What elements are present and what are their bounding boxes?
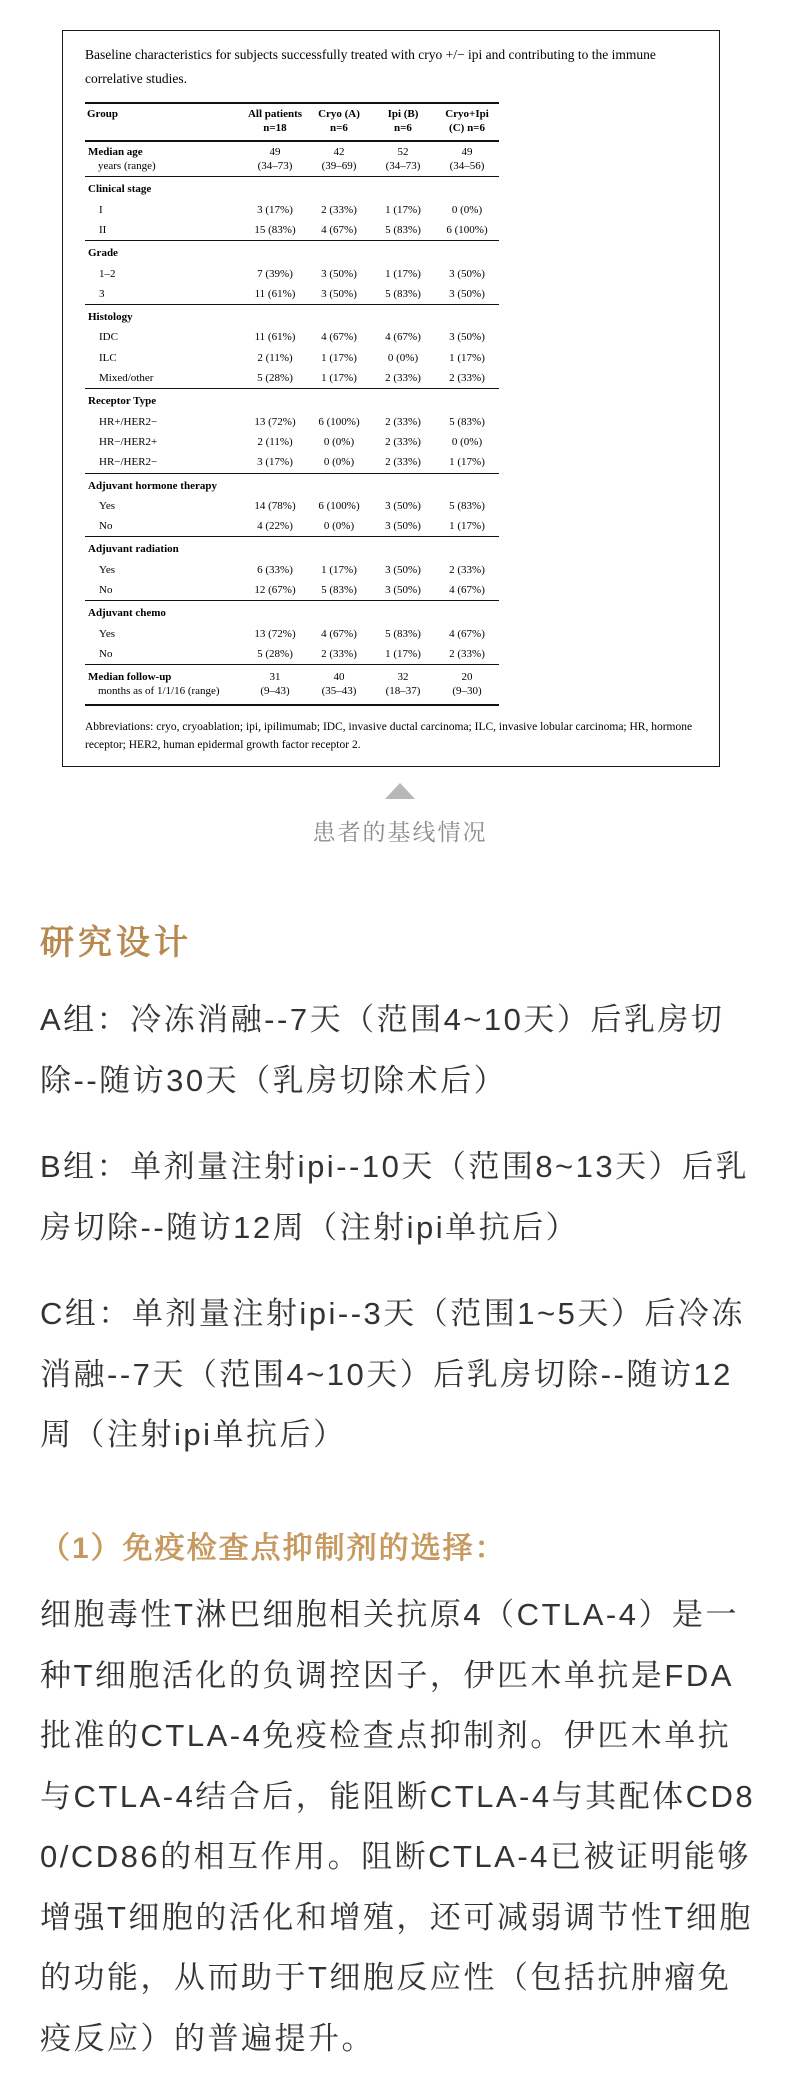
cell-value: 3 (17%) xyxy=(257,203,293,216)
cell-value xyxy=(243,177,307,200)
column-header: Ipi (B) n=6 xyxy=(371,103,435,141)
cell-value: 5 (83%) xyxy=(449,415,485,428)
table-row xyxy=(85,412,499,432)
cell-value xyxy=(243,537,307,560)
cell-value xyxy=(243,601,307,624)
cell-value: 3 (50%) xyxy=(385,583,421,596)
cell-value: 3 (50%) xyxy=(385,499,421,512)
baseline-characteristics-table xyxy=(85,102,499,706)
cell-value: 6 (100%) xyxy=(318,415,360,428)
cell-value xyxy=(371,537,435,560)
cell-value: 0 (0%) xyxy=(451,435,483,448)
cell-value xyxy=(307,177,371,200)
cell-value: 3 (50%) xyxy=(385,563,421,576)
row-label: HR−/HER2+ xyxy=(99,435,158,448)
cell-value xyxy=(307,601,371,624)
cell-value xyxy=(371,305,435,328)
table-row xyxy=(85,537,499,560)
cell-value: 5 (83%) xyxy=(321,583,357,596)
cell-value: 32 (18–37) xyxy=(371,665,435,705)
row-label: Receptor Type xyxy=(85,389,243,412)
row-label: No xyxy=(99,520,113,533)
cell-value: 1 (17%) xyxy=(385,267,421,280)
table-row xyxy=(85,452,499,473)
table-row xyxy=(85,624,499,644)
figure-caption: 患者的基线情况 xyxy=(312,819,488,846)
paragraph-group-b: B组：单剂量注射ipi--10天（范围8~13天）后乳房切除--随访12周（注射ipi单抗后） xyxy=(40,1149,750,1245)
table-row xyxy=(85,264,499,284)
row-label: Histology xyxy=(85,305,243,328)
row-label: 3 xyxy=(99,287,105,300)
cell-value: 2 (11%) xyxy=(257,351,293,364)
cell-value: 0 (0%) xyxy=(323,520,355,533)
column-header: Cryo (A) n=6 xyxy=(307,103,371,141)
cell-value xyxy=(435,177,499,200)
cell-value xyxy=(435,241,499,264)
cell-value: 0 (0%) xyxy=(451,203,483,216)
figure-caption-block xyxy=(0,783,800,847)
cell-value: 20 (9–30) xyxy=(435,665,499,705)
cell-value xyxy=(371,473,435,496)
row-label: Yes xyxy=(99,499,116,512)
row-label: ILC xyxy=(99,351,117,364)
table-row xyxy=(85,241,499,264)
table-body xyxy=(85,141,499,705)
cell-value: 52 (34–73) xyxy=(385,145,421,173)
cell-value: 4 (67%) xyxy=(321,223,357,236)
cell-value: 1 (17%) xyxy=(449,351,485,364)
article-page xyxy=(0,30,800,2069)
row-label: Grade xyxy=(85,241,243,264)
cell-value: 3 (50%) xyxy=(449,267,485,280)
table-row xyxy=(85,665,499,705)
section-title: 研究设计 xyxy=(40,925,192,963)
table-row xyxy=(85,348,499,368)
cell-value xyxy=(371,389,435,412)
table-row xyxy=(85,177,499,200)
cell-value: 5 (28%) xyxy=(257,647,293,660)
table-row xyxy=(85,496,499,516)
row-label: IDC xyxy=(99,331,118,344)
row-label: HR+/HER2− xyxy=(99,415,158,428)
subsection-title: （1）免疫检查点抑制剂的选择： xyxy=(40,1532,507,1566)
column-header: Group xyxy=(85,103,243,141)
cell-value: 2 (33%) xyxy=(321,647,357,660)
cell-value xyxy=(307,241,371,264)
figure-title: Baseline characteristics for subjects successfully treated with cryo +/− ipi and contributing to the immune correlative studies. xyxy=(85,47,656,86)
row-label: Clinical stage xyxy=(85,177,243,200)
cell-value: 1 (17%) xyxy=(321,351,357,364)
cell-value: 11 (61%) xyxy=(254,331,296,344)
cell-value: 1 (17%) xyxy=(449,456,485,469)
cell-value: 2 (33%) xyxy=(385,415,421,428)
cell-value: 2 (11%) xyxy=(257,435,293,448)
cell-value xyxy=(435,601,499,624)
row-label: Median follow-up months as of 1/1/16 (range) xyxy=(85,665,243,705)
paragraph-group-c: C组：单剂量注射ipi--3天（范围1~5天）后冷冻消融--7天（范围4~10天）后乳房切除--随访12周（注射ipi单抗后） xyxy=(40,1296,745,1453)
row-label: No xyxy=(99,647,113,660)
table-row xyxy=(85,516,499,537)
table-row xyxy=(85,432,499,452)
row-label: No xyxy=(99,583,113,596)
cell-value: 1 (17%) xyxy=(321,563,357,576)
row-label: Median age years (range) xyxy=(88,145,156,173)
table-row xyxy=(85,220,499,241)
figure-image[interactable] xyxy=(62,30,720,767)
row-label: Adjuvant chemo xyxy=(85,601,243,624)
figure-abbreviations: Abbreviations: cryo, cryoablation; ipi, ipilimumab; IDC, invasive ductal carcinoma; ILC, invasive lobular carcinoma; HR, hormone receptor; HER2, human epidermal growth factor receptor 2. xyxy=(85,720,693,751)
cell-value: 13 (72%) xyxy=(254,627,296,640)
cell-value: 6 (100%) xyxy=(446,223,488,236)
table-row xyxy=(85,327,499,347)
cell-value: 14 (78%) xyxy=(254,499,296,512)
cell-value: 0 (0%) xyxy=(387,351,419,364)
cell-value: 3 (50%) xyxy=(321,267,357,280)
body-paragraph: 细胞毒性T淋巴细胞相关抗原4（CTLA-4）是一种T细胞活化的负调控因子，伊匹木单抗是FDA批准的CTLA-4免疫检查点抑制剂。伊匹木单抗与CTLA-4结合后，能阻断CTLA-4与其配体CD80/CD86的相互作用。阻断CTLA-4已被证明能够增强T细胞的活化和增殖，还可减弱调节性T细胞的功能，从而助于T细胞反应性（包括抗肿瘤免疫反应）的普遍提升。 xyxy=(40,1597,756,2056)
cell-value xyxy=(243,241,307,264)
cell-value xyxy=(307,473,371,496)
table-row xyxy=(85,389,499,412)
cell-value: 1 (17%) xyxy=(449,520,485,533)
cell-value: 42 (39–69) xyxy=(321,145,357,173)
cell-value: 4 (67%) xyxy=(385,331,421,344)
cell-value xyxy=(307,305,371,328)
cell-value: 5 (83%) xyxy=(385,223,421,236)
cell-value: 6 (100%) xyxy=(318,499,360,512)
cell-value: 2 (33%) xyxy=(321,203,357,216)
cell-value: 4 (22%) xyxy=(257,520,293,533)
cell-value: 2 (33%) xyxy=(385,456,421,469)
cell-value: 3 (50%) xyxy=(385,520,421,533)
cell-value: 1 (17%) xyxy=(385,647,421,660)
cell-value xyxy=(435,473,499,496)
table-row xyxy=(85,141,499,177)
cell-value: 5 (83%) xyxy=(385,627,421,640)
paragraph-group-a: A组：冷冻消融--7天（范围4~10天）后乳房切除--随访30天（乳房切除术后） xyxy=(40,1002,725,1098)
cell-value xyxy=(243,473,307,496)
row-label: HR−/HER2− xyxy=(99,456,158,469)
cell-value xyxy=(243,305,307,328)
cell-value: 4 (67%) xyxy=(449,627,485,640)
row-label: I xyxy=(99,203,103,216)
cell-value: 5 (83%) xyxy=(449,499,485,512)
cell-value: 4 (67%) xyxy=(449,583,485,596)
cell-value: 2 (33%) xyxy=(449,372,485,385)
cell-value: 12 (67%) xyxy=(254,583,296,596)
cell-value: 15 (83%) xyxy=(254,223,296,236)
table-row xyxy=(85,644,499,665)
triangle-up-icon xyxy=(385,783,415,799)
table-row xyxy=(85,368,499,389)
cell-value: 13 (72%) xyxy=(254,415,296,428)
table-row xyxy=(85,200,499,220)
cell-value: 11 (61%) xyxy=(254,287,296,300)
cell-value: 6 (33%) xyxy=(257,563,293,576)
cell-value: 5 (28%) xyxy=(257,372,293,385)
cell-value: 2 (33%) xyxy=(385,435,421,448)
column-header: All patients n=18 xyxy=(243,103,307,141)
cell-value xyxy=(243,389,307,412)
row-label: 1–2 xyxy=(99,267,116,280)
cell-value: 49 (34–73) xyxy=(257,145,293,173)
table-row xyxy=(85,560,499,580)
cell-value: 3 (50%) xyxy=(449,331,485,344)
cell-value: 2 (33%) xyxy=(449,563,485,576)
cell-value: 3 (50%) xyxy=(321,287,357,300)
table-row xyxy=(85,601,499,624)
cell-value xyxy=(435,537,499,560)
cell-value: 3 (17%) xyxy=(257,456,293,469)
cell-value: 0 (0%) xyxy=(323,435,355,448)
cell-value: 4 (67%) xyxy=(321,331,357,344)
row-label: Yes xyxy=(99,627,116,640)
cell-value xyxy=(371,601,435,624)
row-label: Mixed/other xyxy=(99,372,154,385)
table-row xyxy=(85,473,499,496)
cell-value: 4 (67%) xyxy=(321,627,357,640)
cell-value xyxy=(371,241,435,264)
table-header-row xyxy=(85,103,499,141)
row-label: Adjuvant radiation xyxy=(85,537,243,560)
cell-value xyxy=(435,389,499,412)
cell-value: 3 (50%) xyxy=(449,287,485,300)
cell-value: 40 (35–43) xyxy=(307,665,371,705)
cell-value xyxy=(371,177,435,200)
table-row xyxy=(85,305,499,328)
cell-value: 49 (34–56) xyxy=(449,145,485,173)
column-header: Cryo+Ipi (C) n=6 xyxy=(435,103,499,141)
cell-value: 2 (33%) xyxy=(385,372,421,385)
cell-value xyxy=(435,305,499,328)
row-label: II xyxy=(99,223,107,236)
cell-value: 1 (17%) xyxy=(321,372,357,385)
row-label: Adjuvant hormone therapy xyxy=(85,473,243,496)
cell-value xyxy=(307,537,371,560)
table-row xyxy=(85,284,499,305)
cell-value: 1 (17%) xyxy=(385,203,421,216)
cell-value: 2 (33%) xyxy=(449,647,485,660)
cell-value: 0 (0%) xyxy=(323,456,355,469)
cell-value: 7 (39%) xyxy=(257,267,293,280)
cell-value: 5 (83%) xyxy=(385,287,421,300)
cell-value: 31 (9–43) xyxy=(243,665,307,705)
cell-value xyxy=(307,389,371,412)
table-row xyxy=(85,580,499,601)
row-label: Yes xyxy=(99,563,116,576)
